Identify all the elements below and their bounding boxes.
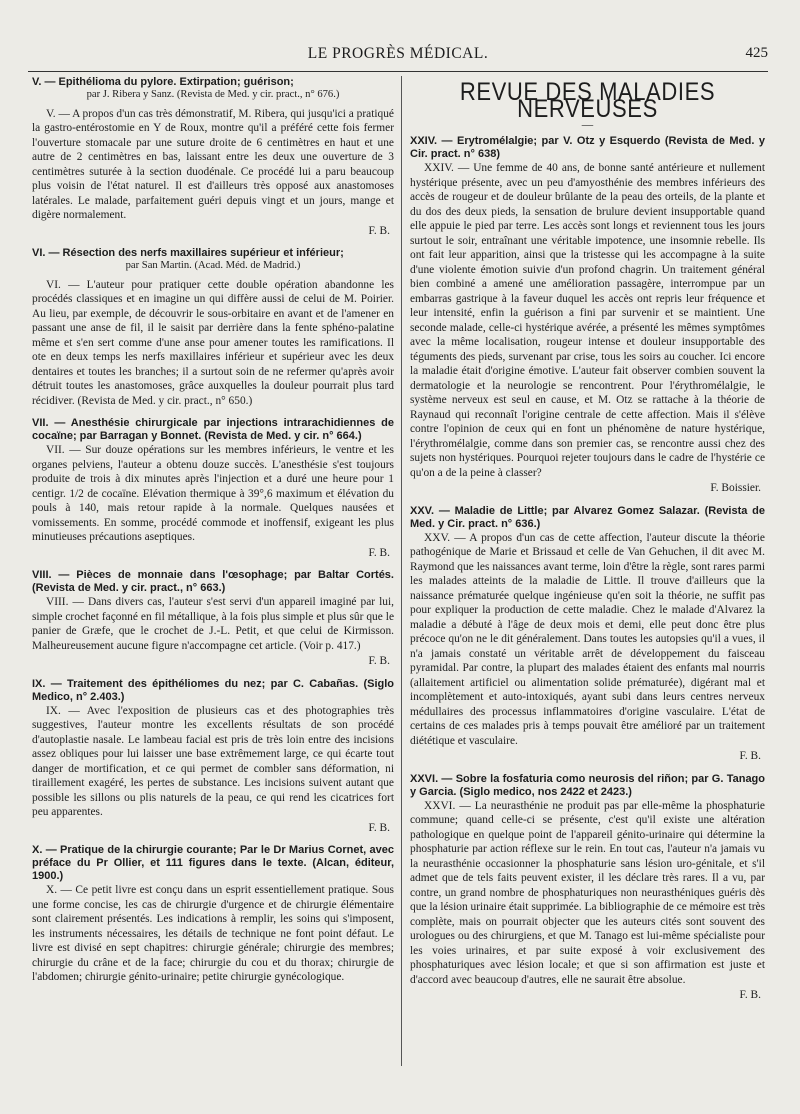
article-heading: V. — Epithélioma du pylore. Extirpation; guérison; [32,76,294,88]
article-body: VII. — Sur douze opérations sur les membres inférieurs, le ventre et les organes pelviens, l'auteur a obtenu douze succès. L'anesthésie s'est toujours produite de trois à dix minutes après l'injection et a duré une heure pour 1 centigr. 1/2 de cocaïne. Elévation thermique à 39°,6 maximum et élévation du pouls à 140, mais retour rapide à la normale. Quelques nausées et vomissements. En somme, procédé commode et inoffensif, exigeant les plus minutieuses précautions aseptiques. [32,444,394,543]
article-signature: F. B. [739,989,761,1001]
right-column [410,76,765,1096]
article-body: VIII. — Dans divers cas, l'auteur s'est servi d'un appareil imaginé par lui, simple crochet façonné en fil métallique, à la fois plus simple et plus sûr que le panier de Græfe, que le crochet de J.-L. Petit, et que celui de Kirmisson. Malheureusement aucune figure n'accompagne cet article. (Voir p. 417.) [32,596,394,652]
article-signature: F. B. [368,655,390,667]
article-heading: XXV. — Maladie de Little; par Alvarez Gomez Salazar. (Revista de Med. y Cir. pract. n° 636.) [410,504,765,530]
article-body: XXV. — A propos d'un cas de cette affection, l'auteur discute la théorie pathogénique de Marie et Brissaud et celle de Van Gehuchen, il dit avec M. Raymond que les naissances avant terme, loin d'être la règle, sont rares parmi les malades atteints de la maladie de Little. Il trouve d'ailleurs que la naissance prématurée quelque ingénieuse qu'en soit la théorie, ne suffit pas pour expliquer la production de cette maladie. Chez le malade d'Alvarez la maladie a débuté à l'âge de deux mois et demi, elle peut donc être plus précoce qu'on ne le dit généralement. Dans toutes les autopsies qu'il a vues, il n'a jamais constaté un véritable arrêt de développement du faisceau pyramidal. Par contre, la plupart des malades étaient des enfants mal nourris (allaitement artificiel ou alimentation solide prématurée), digérant mal et incomplètement et auto-intoxiqués, ayant subi dans leurs centres nerveux médullaires des processus inflammatoires d'origine vasculaire. L'état de certains de ces malades pris à temps pouvait être amélioré par un traitement diététique et vasculaire. [410,531,765,747]
article-heading: XXIV. — Erytromélalgie; par V. Otz y Esquerdo (Revista de Med. y Cir. pract. n° 638) [410,135,765,160]
article-source: par San Martin. (Acad. Méd. de Madrid.) [125,260,301,271]
article-heading: IX. — Traitement des épithéliomes du nez; par C. Cabañas. (Siglo Medico, n° 2.403.) [32,677,394,703]
article-body: VI. — L'auteur pour pratiquer cette double opération abandonne les procédés classiques et en imagine un qui diffère aussi de celui de M. Poirier. Au lieu, par exemple, de découvrir le sous-orbitaire en avant et de l'amener en passant une anse de fil, il le saisit par derrière dans la fente sphéno-palatine même et s'en sert comme d'une anse pour amener toutes les ramifications. Il ote en deux temps les nerfs maxillaires inférieur et supérieur avec les deux dentaires et toutes les branches; il a surtout soin de ne refermer qu'après avoir détruit toutes les anastomoses, grâce auxquelles la douleur pourrait plus tard récidiver. (Revista de Med. y cir. pract., n° 650.) [32,278,394,407]
article-signature: F. B. [368,546,390,559]
left-column [32,76,394,1096]
article [32,247,394,408]
article-source: par J. Ribera y Sanz. (Revista de Med. y cir. pract., n° 676.) [86,89,340,100]
article-heading: XXVI. — Sobre la fosfaturia como neurosis del riñon; par G. Tanago y Garcia. (Siglo medico, nos 2422 et 2423.) [410,772,765,798]
header-rule [28,71,768,72]
article [410,773,765,1003]
page-header [28,42,768,68]
article [32,844,394,985]
article-body: X. — Ce petit livre est conçu dans un esprit essentiellement pratique. Sous une forme concise, les cas de chirurgie d'urgence et de chirurgie élémentaire sont clairement présentés. Les indications à remplir, les soins qui s'imposent, les instruments nécessaires, les détails de technique ne font point défaut. Le livre est divisé en sept chapitres: chirurgie générale; chirurgie des membres; chirurgie du crâne et de la face; chirurgie du cou et du thorax; chirurgie de l'abdomen; chirurgie génito-urinaire; petite chirurgie gynécologique. [32,884,394,983]
journal-title: LE PROGRÈS MÉDICAL. [307,45,489,62]
section-dash: — [581,119,594,131]
article [32,678,394,836]
article [32,569,394,669]
column-divider [401,76,402,1066]
article [410,135,765,496]
article-signature: F. B. [368,224,390,237]
article-body: IX. — Avec l'exposition de plusieurs cas et des photographies très suggestives, l'auteur montre les excellents résultats de son procédé d'autoplastie nasale. Le lambeau facial est pris de très loin entre des incisions assez obliques pour lui laisser une base extrêmement large, ce qui écarte tout danger de mortification, et ce qui permet de combler sans déformation, ni tiraillement exagéré, les pertes de substance. Les incisions suivent autant que possible les sillons ou plis naturels de la peau, ce qui rend les cicatrices fort peu apparentes. [32,704,394,818]
article-heading: VIII. — Pièces de monnaie dans l'œsophage; par Baltar Cortés. (Revista de Med. y cir. pract., n° 663.) [32,569,394,594]
article-heading: VI. — Résection des nerfs maxillaires supérieur et inférieur; [32,247,344,259]
article-signature: F. B. [739,750,761,762]
article-body: V. — A propos d'un cas très démonstratif, M. Ribera, qui jusqu'ici a pratiqué la gastro-entérostomie en Y de Roux, montre qu'il a préféré cette fois fermer l'ouverture stomacale par une suture droite de 6 centimètres en haut et une autre de 2 centimètres en bas, laissant entre les deux une ouverture de 3 centimètres suturée à la section duodénale. Ce procédé lui a paru beaucoup plus voisin de l'état naturel. Il est d'ailleurs très opposé aux anastomoses latérales. Le malade, parfaitement guéri depuis vingt et un jours, mange et digère normalement. [32,107,394,221]
section-title: REVUE DES MALADIES NERVEUSES [459,76,716,123]
article-heading: X. — Pratique de la chirurgie courante; Par le Dr Marius Cornet, avec préface du Pr Ollier, et 111 figures dans le texte. (Alcan, éditeur, 1900.) [32,844,394,882]
article [32,417,394,560]
article-body: XXVI. — La neurasthénie ne produit pas par elle-même la phosphaturie commune; quand celle-ci se présente, c'est qu'il existe une altération pathologique en quelque point de l'appareil génito-urinaire qui détermine la phosphaturie par action réflexe sur le rein. En tout cas, l'auteur n'a jamais vu la neurasthénie occasionner la phosphaturie sans lésion uro-génitale, et s'il admet que de tels faits peuvent exister, il les déclare très rares. Il a vu, par contre, un grand nombre de phosphaturiques non neurasthéniques guéris dès que la lésion urinaire était supprimée. La bibliographie de ce mémoire est très complète, mais on pourrait objecter que les auteurs cités sont souvent des urologues ou des chirurgiens, et que M. Tanago est lui-même spécialiste pour les voies urinaires, et par suite exposé à voir exclusivement des phosphaturiques avec lésion locale; et que si son affirmation est juste et d'accord avec beaucoup d'autres, elle ne saurait être absolue. [410,799,765,986]
article-body: XXIV. — Une femme de 40 ans, de bonne santé antérieure et nullement hystérique présente, avec un peu d'amyosthénie des membres inférieurs des accès de rougeur et de douleur brûlante de la peau des orteils, de la plante et du dos des deux pieds, la sensation de brulure devient insupportable quand elle appuie le pied par terre. Les accès sont longs et reviennent tous les jours surtout le soir, entraînant une véritable impotence, une insomnie rebelle. Ils ont fait leur apparition, ainsi que la tristesse qui les accompagne à la suite d'une violente émotion suivie d'un profond chagrin. Un traitement général bien combiné a amené une amélioration passagère, interrompue par un embarras gastrique à la faveur duquel les accès ont repris leur fréquence et leur intensité, enfin la guérison a fini par survenir et se maintient. Une seconde malade, celle-ci hystérique avérée, a présenté les mêmes symptômes avec la même localisation, rougeur intense et douleur insupportable des téguments des pieds, survenant par crise, tous les soirs au coucher. Ici encore la maladie était d'origine émotive. L'auteur fait observer combien souvent la dermatologie et la neurologie se rencontrent. Pour l'érythromélalgie, le système nerveux est seul en cause, et M. Otz se rattache à la théorie de Raynaud qui reconnaît l'origine centrale de cette affection. Mais il s'élève contre l'opinion de ceux qui en font un phénomène de nature hystérique, l'érythromélalgie, comme dans son premier cas, se rencontre aussi chez des sujets non hystériques. Pourquoi rejeter toujours dans le cadre de l'hystérie ce qu'on a de la peine à classer? [410,162,765,479]
page-number: 425 [745,45,768,61]
article [410,505,765,764]
article-signature: F. Boissier. [710,482,761,494]
article [32,76,394,238]
article-signature: F. B. [368,821,390,834]
article-heading: VII. — Anesthésie chirurgicale par injections intrarachidiennes de cocaïne; par Barragan y Bonnet. (Revista de Med. y cir. n° 664.) [32,417,394,442]
